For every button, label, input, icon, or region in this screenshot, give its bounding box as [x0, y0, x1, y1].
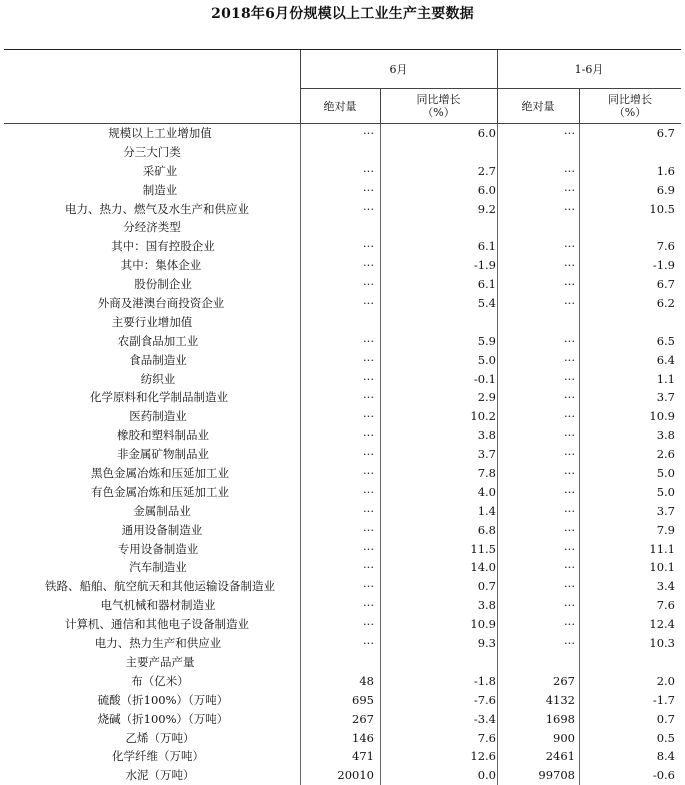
value-ytd-absolute: ···	[564, 579, 575, 594]
value-ytd-absolute: ···	[564, 390, 575, 405]
value-june-yoy: 10.2	[470, 409, 496, 424]
table-row	[0, 426, 685, 445]
value-june-yoy: 2.9	[477, 390, 496, 405]
data-table-body	[0, 124, 685, 785]
value-ytd-yoy: 6.7	[656, 126, 675, 140]
value-june-absolute: ···	[363, 163, 374, 178]
value-ytd-yoy: 10.9	[649, 409, 675, 424]
header-divider	[300, 88, 681, 89]
value-ytd-yoy: 6.9	[656, 182, 675, 197]
value-june-absolute: 146	[352, 730, 374, 745]
row-label: 纺织业	[140, 371, 176, 386]
table-row	[0, 162, 685, 181]
header-jan-june: 1-6月	[574, 63, 604, 76]
row-label: 股份制企业	[134, 277, 192, 292]
table-row	[0, 672, 685, 691]
header-absolute-june: 绝对量	[323, 100, 357, 113]
value-june-absolute: ···	[363, 182, 374, 197]
row-label: 橡胶和塑料制品业	[117, 428, 209, 443]
value-ytd-absolute: ···	[564, 466, 575, 481]
value-ytd-absolute: ···	[564, 447, 575, 462]
value-ytd-absolute: ···	[564, 126, 575, 140]
value-june-absolute: ···	[363, 428, 374, 443]
value-june-absolute: ···	[363, 617, 374, 632]
value-june-absolute: ···	[363, 277, 374, 292]
table-row	[0, 691, 685, 710]
row-label: 分经济类型	[123, 220, 181, 235]
value-ytd-yoy: 0.5	[656, 730, 675, 745]
value-june-yoy: 9.3	[477, 636, 496, 651]
table-row	[0, 388, 685, 407]
value-ytd-yoy: 10.3	[649, 636, 675, 651]
value-ytd-yoy: 3.4	[656, 579, 675, 594]
value-ytd-absolute: ···	[564, 617, 575, 632]
value-june-yoy: 6.8	[477, 522, 496, 537]
header-yoy-line2: （%）	[613, 106, 647, 119]
value-june-absolute: 48	[359, 673, 374, 688]
row-label: 主要产品产量	[125, 654, 195, 669]
value-june-yoy: 7.6	[477, 730, 496, 745]
table-row	[0, 124, 685, 143]
table-top-rule	[4, 49, 681, 50]
row-label: 有色金属冶炼和压延加工业	[91, 484, 229, 499]
value-june-absolute: ···	[363, 447, 374, 462]
value-ytd-yoy: 5.0	[656, 484, 675, 499]
table-row	[0, 634, 685, 653]
table-row	[0, 747, 685, 766]
row-label: 食品制造业	[129, 352, 187, 367]
value-june-absolute: ···	[363, 239, 374, 254]
row-label: 医药制造业	[129, 409, 187, 424]
value-june-absolute: ···	[363, 541, 374, 556]
table-row	[0, 143, 685, 162]
value-june-absolute: ···	[363, 560, 374, 575]
value-ytd-yoy: 3.7	[656, 390, 675, 405]
value-ytd-yoy: 3.8	[656, 428, 675, 443]
value-ytd-absolute: 1698	[545, 711, 575, 726]
value-june-yoy: 5.4	[477, 296, 496, 311]
value-ytd-yoy: 7.9	[656, 522, 675, 537]
value-ytd-yoy: 6.4	[656, 352, 675, 367]
value-june-absolute: ···	[363, 390, 374, 405]
row-label: 乙烯（万吨）	[125, 730, 195, 745]
row-label: 外商及港澳台商投资企业	[97, 296, 225, 311]
value-june-yoy: 10.9	[470, 617, 496, 632]
value-june-absolute: ···	[363, 522, 374, 537]
value-june-absolute: 267	[352, 711, 374, 726]
table-row	[0, 351, 685, 370]
row-label: 非金属矿物制品业	[117, 447, 209, 462]
row-label: 专用设备制造业	[117, 541, 199, 556]
value-june-yoy: 11.5	[470, 541, 496, 556]
value-ytd-yoy: 12.4	[649, 617, 675, 632]
row-label: 金属制品业	[133, 503, 191, 518]
value-ytd-absolute: ···	[564, 296, 575, 311]
value-ytd-absolute: ···	[564, 541, 575, 556]
table-row	[0, 502, 685, 521]
value-june-absolute: ···	[363, 466, 374, 481]
value-june-yoy: 2.7	[477, 163, 496, 178]
row-label: 分三大门类	[123, 144, 181, 159]
value-ytd-absolute: ···	[564, 484, 575, 499]
table-row	[0, 483, 685, 502]
value-ytd-yoy: -0.6	[652, 768, 675, 783]
table-row	[0, 370, 685, 389]
header-june: 6月	[389, 63, 408, 76]
row-label: 电气机械和器材制造业	[100, 598, 216, 613]
value-ytd-absolute: ···	[564, 163, 575, 178]
value-june-absolute: ···	[363, 598, 374, 613]
value-ytd-absolute: ···	[564, 352, 575, 367]
row-label: 电力、热力、燃气及水生产和供应业	[65, 201, 249, 216]
value-june-yoy: -1.8	[473, 673, 496, 688]
value-june-yoy: 14.0	[470, 560, 496, 575]
table-row	[0, 256, 685, 275]
value-june-yoy: 0.0	[477, 768, 496, 783]
row-label: 铁路、船舶、航空航天和其他运输设备制造业	[45, 579, 275, 594]
table-row	[0, 766, 685, 785]
row-label: 黑色金属冶炼和压延加工业	[91, 466, 229, 481]
table-row	[0, 521, 685, 540]
row-label: 其中：集体企业	[120, 258, 202, 273]
value-june-yoy: 6.0	[477, 126, 496, 140]
header-absolute-jan-june: 绝对量	[521, 100, 555, 113]
row-label: 电力、热力生产和供应业	[94, 636, 222, 651]
header-yoy-june	[380, 93, 497, 119]
row-label: 通用设备制造业	[121, 522, 203, 537]
value-june-absolute: ···	[363, 503, 374, 518]
row-label: 采矿业	[142, 163, 178, 178]
table-row	[0, 464, 685, 483]
value-ytd-absolute: ···	[564, 239, 575, 254]
value-june-yoy: 9.2	[477, 201, 496, 216]
table-row	[0, 313, 685, 332]
value-june-absolute: ···	[363, 296, 374, 311]
value-ytd-yoy: 1.6	[656, 163, 675, 178]
value-ytd-yoy: -1.9	[652, 258, 675, 273]
row-label: 计算机、通信和其他电子设备制造业	[65, 617, 249, 632]
header-yoy-line1: 同比增长	[416, 93, 461, 106]
value-ytd-yoy: 6.7	[656, 277, 675, 292]
table-row	[0, 294, 685, 313]
value-june-yoy: -3.4	[473, 711, 496, 726]
table-row	[0, 729, 685, 748]
value-june-yoy: 7.8	[477, 466, 496, 481]
value-june-yoy: -1.9	[473, 258, 496, 273]
value-june-absolute: ···	[363, 258, 374, 273]
value-ytd-absolute: ···	[564, 371, 575, 386]
table-row	[0, 275, 685, 294]
value-june-yoy: 4.0	[477, 484, 496, 499]
value-ytd-yoy: 11.1	[649, 541, 675, 556]
value-june-yoy: -7.6	[473, 692, 496, 707]
value-ytd-yoy: 1.1	[656, 371, 675, 386]
value-ytd-absolute: 900	[553, 730, 575, 745]
value-june-yoy: 1.4	[477, 503, 496, 518]
row-label: 水泥（万吨）	[125, 768, 195, 783]
value-june-yoy: 5.9	[477, 333, 496, 348]
value-ytd-absolute: 4132	[545, 692, 575, 707]
value-ytd-yoy: 6.5	[656, 333, 675, 348]
value-june-absolute: 471	[352, 749, 374, 764]
table-row	[0, 407, 685, 426]
value-june-absolute: ···	[363, 484, 374, 499]
value-ytd-absolute: ···	[564, 409, 575, 424]
page-title: 2018年6月份规模以上工业生产主要数据	[211, 6, 474, 22]
value-ytd-yoy: 3.7	[656, 503, 675, 518]
value-june-yoy: 3.8	[477, 428, 496, 443]
table-row	[0, 653, 685, 672]
value-ytd-yoy: 7.6	[656, 598, 675, 613]
header-yoy-line2: （%）	[422, 106, 455, 119]
value-june-yoy: 3.8	[477, 598, 496, 613]
row-label: 烧碱（折100%）（万吨）	[97, 711, 229, 726]
table-row	[0, 181, 685, 200]
row-label: 布（亿米）	[131, 673, 189, 688]
value-june-yoy: 3.7	[477, 447, 496, 462]
value-ytd-yoy: 0.7	[656, 711, 675, 726]
table-row	[0, 710, 685, 729]
value-ytd-absolute: ···	[564, 277, 575, 292]
value-ytd-yoy: 10.1	[649, 560, 675, 575]
header-yoy-jan-june	[579, 93, 681, 119]
value-june-yoy: 6.0	[477, 182, 496, 197]
value-ytd-absolute: ···	[564, 636, 575, 651]
value-june-yoy: 5.0	[477, 352, 496, 367]
table-row	[0, 237, 685, 256]
row-label: 化学纤维（万吨）	[112, 749, 204, 764]
value-june-absolute: ···	[363, 352, 374, 367]
value-ytd-absolute: ···	[564, 428, 575, 443]
value-ytd-yoy: -1.7	[652, 692, 675, 707]
value-ytd-absolute: ···	[564, 258, 575, 273]
row-label: 化学原料和化学制品制造业	[90, 390, 228, 405]
value-ytd-absolute: ···	[564, 503, 575, 518]
value-ytd-absolute: 267	[553, 673, 575, 688]
table-row	[0, 615, 685, 634]
value-june-absolute: ···	[363, 126, 374, 140]
value-ytd-absolute: 2461	[545, 749, 575, 764]
value-ytd-absolute: ···	[564, 560, 575, 575]
value-june-absolute: ···	[363, 636, 374, 651]
table-row	[0, 558, 685, 577]
row-label: 主要行业增加值	[111, 314, 193, 329]
value-june-absolute: 20010	[337, 768, 374, 783]
value-june-absolute: ···	[363, 579, 374, 594]
table-row	[0, 577, 685, 596]
header-yoy-line1: 同比增长	[608, 93, 652, 106]
value-june-yoy: 0.7	[477, 579, 496, 594]
table-row	[0, 332, 685, 351]
row-label: 制造业	[142, 182, 178, 197]
value-june-absolute: ···	[363, 409, 374, 424]
value-ytd-absolute: ···	[564, 182, 575, 197]
value-june-yoy: -0.1	[473, 371, 496, 386]
value-june-yoy: 6.1	[477, 239, 496, 254]
value-june-yoy: 12.6	[470, 749, 496, 764]
value-ytd-absolute: ···	[564, 201, 575, 216]
row-label: 农副食品加工业	[117, 333, 199, 348]
row-label: 规模以上工业增加值	[108, 126, 212, 140]
value-june-absolute: ···	[363, 333, 374, 348]
value-june-absolute: 695	[352, 692, 374, 707]
value-ytd-yoy: 8.4	[656, 749, 675, 764]
table-row	[0, 200, 685, 219]
value-june-yoy: 6.1	[477, 277, 496, 292]
value-ytd-absolute: 99708	[538, 768, 575, 783]
table-row	[0, 218, 685, 237]
value-june-absolute: ···	[363, 201, 374, 216]
value-ytd-yoy: 5.0	[656, 466, 675, 481]
value-ytd-absolute: ···	[564, 522, 575, 537]
value-ytd-absolute: ···	[564, 333, 575, 348]
row-label: 硫酸（折100%）（万吨）	[97, 692, 229, 707]
value-ytd-yoy: 2.0	[656, 673, 675, 688]
table-row	[0, 445, 685, 464]
table-row	[0, 596, 685, 615]
value-ytd-yoy: 10.5	[649, 201, 675, 216]
row-label: 汽车制造业	[129, 560, 187, 575]
value-ytd-yoy: 2.6	[656, 447, 675, 462]
value-ytd-absolute: ···	[564, 598, 575, 613]
value-ytd-yoy: 6.2	[656, 296, 675, 311]
value-june-absolute: ···	[363, 371, 374, 386]
value-ytd-yoy: 7.6	[656, 239, 675, 254]
row-label: 其中：国有控股企业	[111, 239, 215, 254]
table-row	[0, 540, 685, 559]
